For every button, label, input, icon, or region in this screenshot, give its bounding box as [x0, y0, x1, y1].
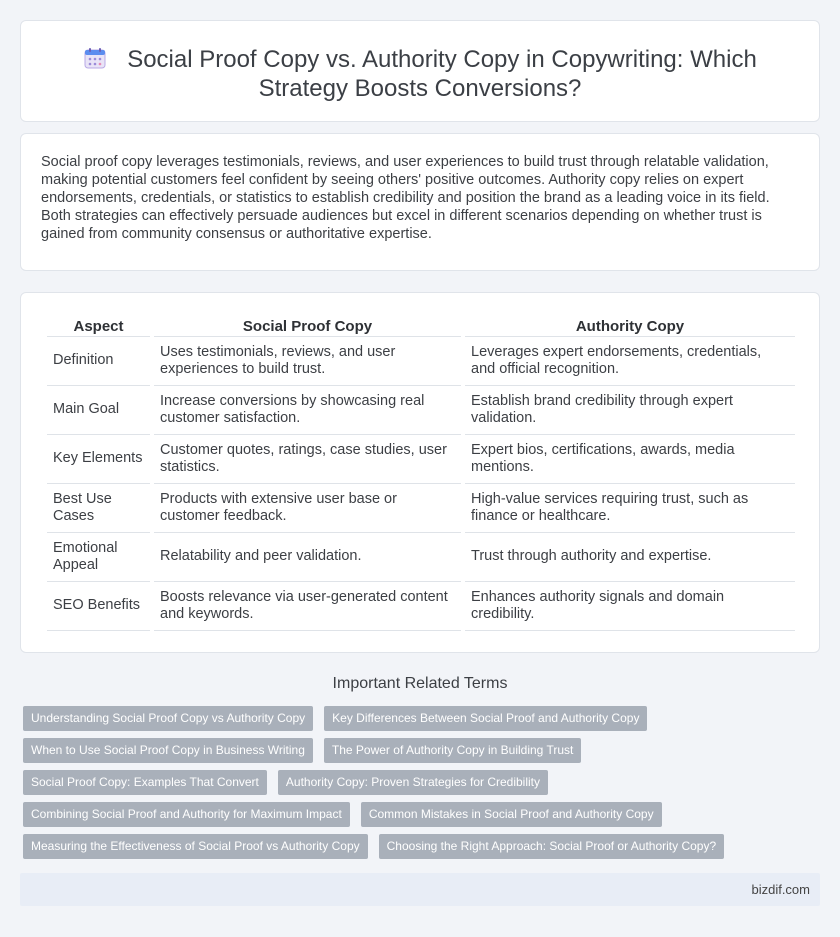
cell-social-proof: Customer quotes, ratings, case studies, user statistics. — [154, 435, 461, 484]
related-term-link[interactable]: Authority Copy: Proven Strategies for Credibility — [278, 770, 548, 795]
related-term-link[interactable]: When to Use Social Proof Copy in Business Writing — [23, 738, 313, 763]
footer-site-link[interactable]: bizdif.com — [751, 882, 810, 897]
cell-authority: Establish brand credibility through expert validation. — [465, 386, 795, 435]
table-row — [47, 435, 795, 484]
cell-authority: High-value services requiring trust, such as finance or healthcare. — [465, 484, 795, 533]
related-term-link[interactable]: Combining Social Proof and Authority for Maximum Impact — [23, 802, 350, 827]
title-card — [20, 20, 820, 122]
cell-aspect: Emotional Appeal — [47, 533, 150, 582]
related-term-link[interactable]: The Power of Authority Copy in Building Trust — [324, 738, 581, 763]
tag-row — [23, 802, 673, 828]
footer — [20, 873, 820, 906]
cell-social-proof: Relatability and peer validation. — [154, 533, 461, 582]
cell-aspect: Key Elements — [47, 435, 150, 484]
related-term-link[interactable]: Choosing the Right Approach: Social Proof or Authority Copy? — [379, 834, 725, 859]
header-authority: Authority Copy — [465, 314, 795, 337]
related-terms-heading: Important Related Terms — [332, 675, 508, 692]
cell-authority: Expert bios, certifications, awards, media mentions. — [465, 435, 795, 484]
cell-aspect: Main Goal — [47, 386, 150, 435]
table-row — [47, 484, 795, 533]
table-row — [47, 533, 795, 582]
page-title-text: Social Proof Copy vs. Authority Copy in Copywriting: Which Strategy Boosts Conversions? — [127, 46, 757, 102]
tag-row — [23, 738, 592, 764]
cell-authority: Leverages expert endorsements, credentials, and official recognition. — [465, 337, 795, 386]
related-term-link[interactable]: Measuring the Effectiveness of Social Proof vs Authority Copy — [23, 834, 368, 859]
related-term-link[interactable]: Social Proof Copy: Examples That Convert — [23, 770, 267, 795]
cell-aspect: Best Use Cases — [47, 484, 150, 533]
intro-card — [20, 133, 820, 271]
cell-social-proof: Boosts relevance via user-generated content and keywords. — [154, 582, 461, 631]
tag-row — [23, 706, 658, 732]
cell-authority: Enhances authority signals and domain credibility. — [465, 582, 795, 631]
header-aspect: Aspect — [47, 314, 150, 337]
cell-aspect: SEO Benefits — [47, 582, 150, 631]
cell-social-proof: Uses testimonials, reviews, and user experiences to build trust. — [154, 337, 461, 386]
related-term-link[interactable]: Common Mistakes in Social Proof and Authority Copy — [361, 802, 662, 827]
header-social-proof: Social Proof Copy — [154, 314, 461, 337]
comparison-table-card — [20, 292, 820, 653]
page-title — [70, 45, 770, 103]
related-term-link[interactable]: Key Differences Between Social Proof and Authority Copy — [324, 706, 647, 731]
table-header-row — [47, 314, 795, 337]
comparison-table — [43, 314, 799, 631]
intro-paragraph: Social proof copy leverages testimonials, reviews, and user experiences to build trust through relatable validation, making potential customers feel confident by seeing others' positive outcomes. Authority copy relies on expert endorsements, credentials, or statistics to establish credibility and position the brand as a leading voice in its field. Both strategies can effectively persuade audiences but excel in different scenarios depending on whether trust is gained from community consensus or authoritative expertise. — [41, 154, 770, 242]
tag-row — [23, 834, 735, 860]
cell-aspect: Definition — [47, 337, 150, 386]
cell-social-proof: Increase conversions by showcasing real customer satisfaction. — [154, 386, 461, 435]
calendar-icon — [83, 46, 107, 70]
related-term-link[interactable]: Understanding Social Proof Copy vs Authority Copy — [23, 706, 313, 731]
table-row — [47, 582, 795, 631]
table-row — [47, 386, 795, 435]
table-row — [47, 337, 795, 386]
tag-row — [23, 770, 559, 796]
cell-social-proof: Products with extensive user base or customer feedback. — [154, 484, 461, 533]
cell-authority: Trust through authority and expertise. — [465, 533, 795, 582]
